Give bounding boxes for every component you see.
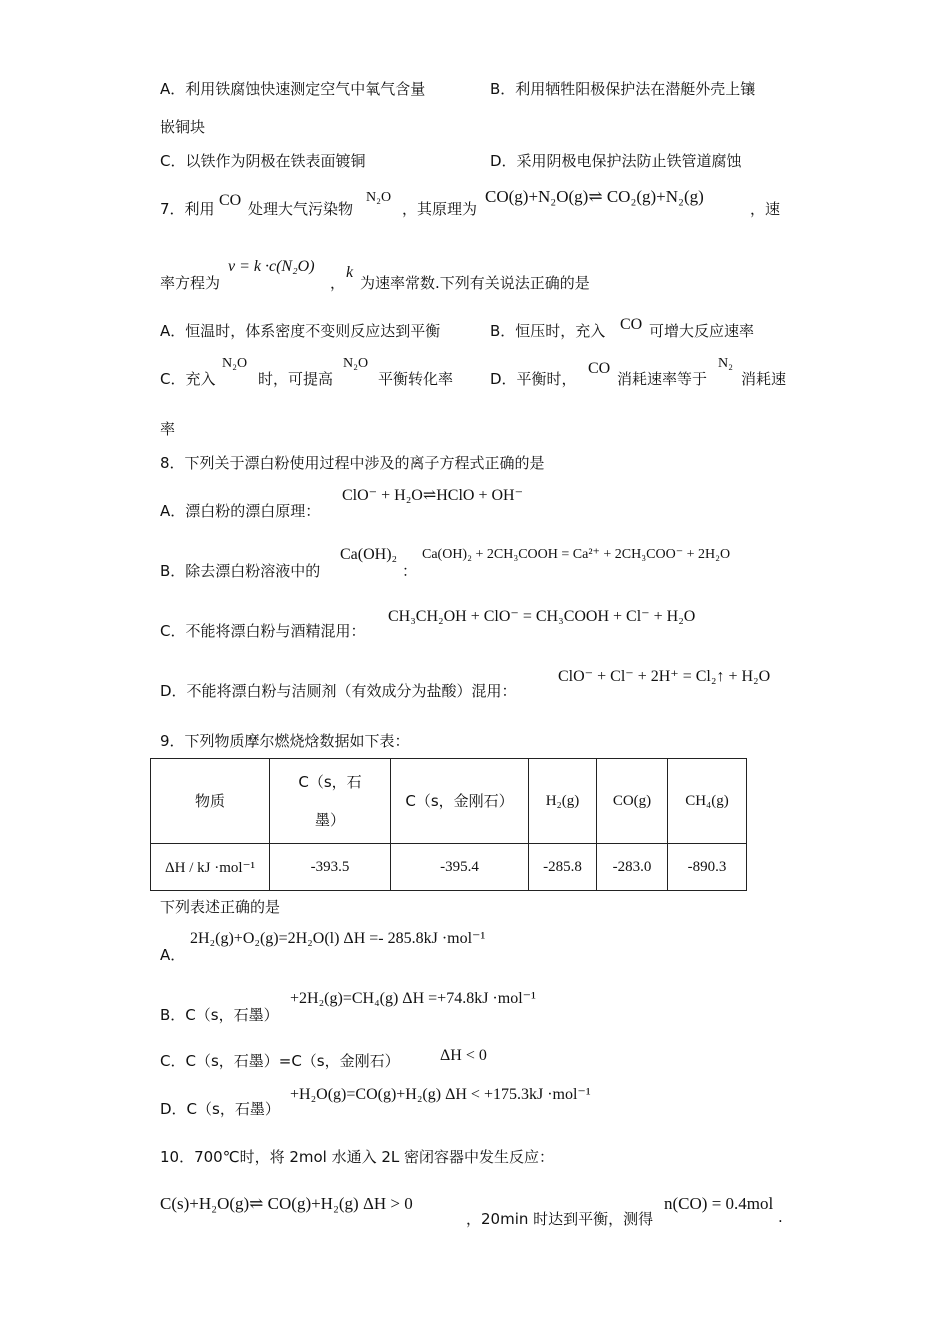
table-cell-graphite: -393.5 [270, 844, 391, 891]
q10-stem: 10．700℃时，将 2mol 水通入 2L 密闭容器中发生反应： [160, 1148, 555, 1166]
q10-stem-2: ，20min 时达到平衡，测得 [466, 1210, 654, 1228]
q8-option-a: A．漂白粉的漂白原理： [160, 502, 321, 520]
q8-option-c: C．不能将漂白粉与酒精混用： [160, 622, 366, 640]
q7-option-c-formula-2: N₂O [343, 356, 369, 371]
q10-formula-n-co: n(CO) = 0.4mol [664, 1194, 774, 1213]
q8-option-b-formula: Ca(OH)₂ [340, 546, 398, 563]
q6-option-a: A．利用铁腐蚀快速测定空气中氧气含量 [160, 80, 426, 98]
q9-stem: 9．下列物质摩尔燃烧焓数据如下表： [160, 732, 410, 750]
table-header-row [151, 759, 747, 844]
table-header-substance: 物质 [151, 759, 270, 844]
table-header-graphite-line1: C（s，石 [298, 773, 362, 791]
table-header-graphite [270, 759, 391, 844]
q9-option-a: A． [160, 946, 186, 964]
q8-option-c-formula: CH₃CH₂OH + ClO⁻ = CH₃COOH + Cl⁻ + H₂O [388, 608, 696, 625]
q7-option-b-cont: 可增大反应速率 [649, 322, 755, 340]
q7-formula-k: k [346, 264, 354, 281]
q8-option-a-formula: ClO⁻ + H₂O⇌HClO + OH⁻ [342, 487, 524, 504]
q7-rate-equation: v = k ·c(N₂O) [228, 258, 315, 275]
q7-stem-1: 7．利用 [160, 200, 215, 218]
q10-reaction-equation: C(s)+H₂O(g)⇌ CO(g)+H₂(g) ΔH > 0 [160, 1194, 413, 1213]
q9-option-d: D．C（s，石墨） [160, 1100, 280, 1118]
q7-option-c: C．充入 [160, 370, 216, 388]
q6-option-b: B．利用牺牲阳极保护法在潜艇外壳上镶 [490, 80, 756, 98]
q7-option-b: B．恒压时，充入 [490, 322, 606, 340]
q6-option-b-cont: 嵌铜块 [160, 118, 206, 136]
table-cell-diamond: -395.4 [391, 844, 529, 891]
q8-option-b-colon: ： [402, 562, 418, 580]
table-header-h2: H₂(g) [529, 759, 597, 844]
q8-option-b: B．除去漂白粉溶液中的 [160, 562, 321, 580]
q9-after-table: 下列表述正确的是 [160, 898, 281, 916]
q7-formula-co: CO [219, 192, 242, 209]
q6-option-c: C．以铁作为阴极在铁表面镀铜 [160, 152, 366, 170]
q7-option-c-formula: N₂O [222, 356, 248, 371]
table-header-diamond: C（s，金刚石） [391, 759, 529, 844]
q7-option-b-formula: CO [620, 316, 643, 333]
table-header-co: CO(g) [597, 759, 668, 844]
q7-stem-6: ， [330, 274, 346, 292]
table-header-graphite-line2: 墨） [314, 811, 345, 829]
q8-option-d: D．不能将漂白粉与洁厕剂（有效成分为盐酸）混用： [160, 682, 517, 700]
q8-option-b-equation: Ca(OH)₂ + 2CH₃COOH = Ca²⁺ + 2CH₃COO⁻ + 2H₂O [422, 547, 731, 562]
table-cell-ch4: -890.3 [668, 844, 747, 891]
q7-stem-4: ，速 [750, 200, 781, 218]
q7-formula-n2o: N₂O [366, 190, 392, 205]
q7-stem-7: 为速率常数.下列有关说法正确的是 [360, 274, 590, 292]
table-header-ch4: CH₄(g) [668, 759, 747, 844]
table-cell-co: -283.0 [597, 844, 668, 891]
table-cell-h2: -285.8 [529, 844, 597, 891]
table-row [151, 844, 747, 891]
q7-stem-2: 处理大气污染物 [248, 200, 354, 218]
q7-option-d-formula-2: N₂ [718, 356, 733, 371]
q7-option-d-cont-2: 消耗速 [741, 370, 787, 388]
q7-option-c-cont-2: 平衡转化率 [378, 370, 454, 388]
q7-option-d-formula: CO [588, 360, 611, 377]
q7-option-c-cont: 时，可提高 [258, 370, 334, 388]
table-row-label: ΔH / kJ ·mol⁻¹ [151, 844, 270, 891]
q7-reaction-equation: CO(g)+N₂O(g)⇌ CO₂(g)+N₂(g) [485, 187, 704, 206]
q9-option-a-formula: 2H₂(g)+O₂(g)=2H₂O(l) ΔH =- 285.8kJ ·mol⁻¹ [190, 930, 486, 947]
q9-option-c-formula: ΔH < 0 [440, 1047, 487, 1064]
q7-option-d-cont-3: 率 [160, 420, 176, 438]
q7-option-d-cont: 消耗速率等于 [617, 370, 708, 388]
q8-stem: 8．下列关于漂白粉使用过程中涉及的离子方程式正确的是 [160, 454, 545, 472]
q7-stem-3: ，其原理为 [402, 200, 478, 218]
q9-option-d-formula: +H₂O(g)=CO(g)+H₂(g) ΔH < +175.3kJ ·mol⁻¹ [290, 1086, 591, 1103]
q9-option-b-formula: +2H₂(g)=CH₄(g) ΔH =+74.8kJ ·mol⁻¹ [290, 990, 536, 1007]
enthalpy-table [150, 758, 747, 891]
q6-option-d: D．采用阴极电保护法防止铁管道腐蚀 [490, 152, 742, 170]
q7-option-a: A．恒温时，体系密度不变则反应达到平衡 [160, 322, 441, 340]
q10-period: . [778, 1208, 783, 1226]
q9-option-c: C．C（s，石墨）=C（s，金刚石） [160, 1052, 400, 1070]
q7-stem-5: 率方程为 [160, 274, 221, 292]
q7-option-d: D．平衡时， [490, 370, 577, 388]
q8-option-d-formula: ClO⁻ + Cl⁻ + 2H⁺ = Cl₂↑ + H₂O [558, 668, 771, 685]
q9-option-b: B．C（s，石墨） [160, 1006, 279, 1024]
